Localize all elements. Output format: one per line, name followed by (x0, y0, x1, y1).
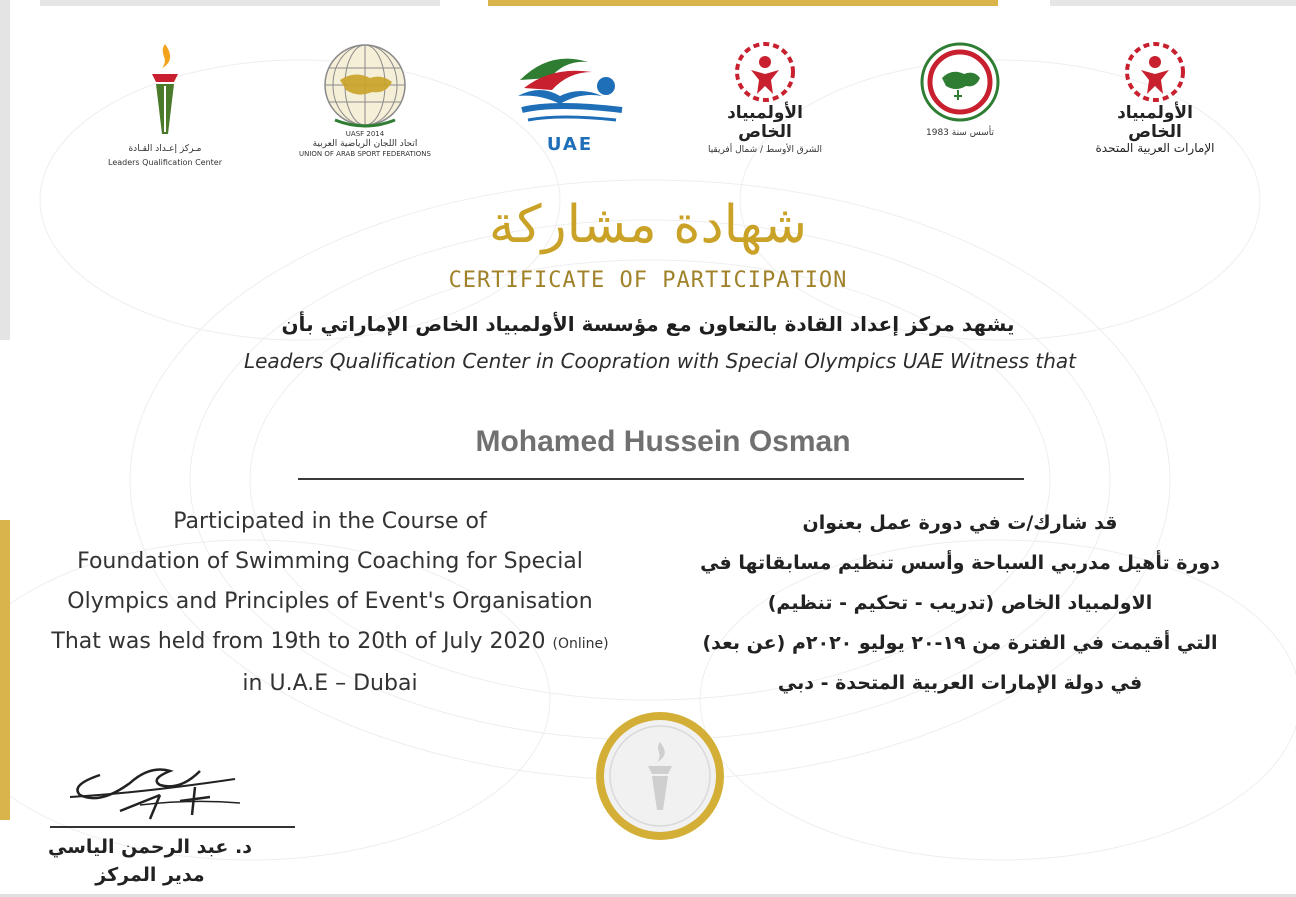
online-note: (Online) (552, 636, 609, 652)
logo-special-olympics-mena (700, 40, 830, 190)
course-dates: That was held from 19th to 20th of July 2020 (51, 629, 546, 654)
signatory-title: مدير المركز (95, 864, 205, 886)
witness-statement-en: Leaders Qualification Center in Coopration with Special Olympics UAE Witness that (243, 349, 1076, 373)
logo-caption-ar: الأولمبياد الخاص (727, 103, 803, 142)
logo-caption-top: UASF 2014 (345, 130, 385, 138)
torch-logo-icon (140, 40, 190, 140)
signature-line (50, 826, 295, 828)
logo-caption-ar: اتحاد اللجان الرياضية العربية (312, 139, 418, 150)
certificate-title-ar: شهادة مشاركة (488, 195, 808, 255)
course-line: in U.A.E – Dubai (242, 671, 418, 696)
signatory-block (40, 833, 260, 889)
swimmer-logo-icon (510, 40, 630, 135)
special-olympics-icon (733, 40, 797, 104)
name-underline (298, 478, 1024, 480)
logo-caption-year: تأسس سنة 1983 (926, 128, 994, 138)
logo-caption-en: UNION OF ARAB SPORT FEDERATIONS (299, 150, 431, 159)
logo-caption-ar: مـركز إعـداد القـادة (128, 144, 202, 154)
logo-leaders-center (100, 40, 230, 190)
arab-map-seal-icon (918, 40, 1002, 124)
logo-caption-sub: الشرق الأوسط / شمال أفريقيا (707, 145, 823, 156)
course-description-ar (660, 503, 1260, 703)
top-decor-bar-left (40, 0, 440, 6)
course-line: التي أقيمت في الفترة من ١٩-٢٠ يوليو ٢٠٢٠م (عن بعد) (702, 632, 1218, 654)
top-decor-bar-gold (488, 0, 998, 6)
signatory-name: د. عبد الرحمن الياسي (48, 836, 252, 858)
globe-logo-icon (320, 40, 410, 130)
course-line: في دولة الإمارات العربية المتحدة - دبي (777, 672, 1143, 694)
course-line: الاولمبياد الخاص (تدريب - تحكيم - تنظيم) (767, 592, 1153, 614)
course-description-en (20, 502, 640, 704)
logo-caption-en: Leaders Qualification Center (108, 158, 222, 168)
course-line: Olympics and Principles of Event's Organisation (67, 589, 593, 614)
course-line: دورة تأهيل مدربي السباحة وأسس تنظيم مسابقاتها في (700, 552, 1220, 574)
certificate-title-en: CERTIFICATE OF PARTICIPATION (448, 268, 848, 293)
top-decor-bar-right (1050, 0, 1296, 6)
logo-special-olympics-uae (1090, 40, 1220, 190)
recipient-name: Mohamed Hussein Osman (475, 425, 851, 458)
logo-caption-sub: الإمارات العربية المتحدة (1095, 141, 1215, 156)
gold-seal-icon (592, 708, 728, 844)
signature (60, 735, 260, 835)
logo-uae-swimming (505, 40, 635, 190)
special-olympics-icon (1123, 40, 1187, 104)
course-line: Participated in the Course of (173, 509, 487, 534)
logo-arab-seal (905, 40, 1015, 190)
left-decor-bar-gold (0, 520, 10, 820)
course-line (20, 622, 640, 664)
logo-caption-ar: الأولمبياد الخاص (1117, 103, 1193, 142)
course-line: Foundation of Swimming Coaching for Special (77, 549, 583, 574)
course-line: قد شارك/ت في دورة عمل بعنوان (802, 512, 1118, 534)
witness-statement-ar: يشهد مركز إعداد القادة بالتعاون مع مؤسسة الأولمبياد الخاص الإماراتي بأن (281, 312, 1015, 336)
logo-caption-en: UAE (546, 134, 594, 155)
logo-uasf (295, 40, 435, 190)
